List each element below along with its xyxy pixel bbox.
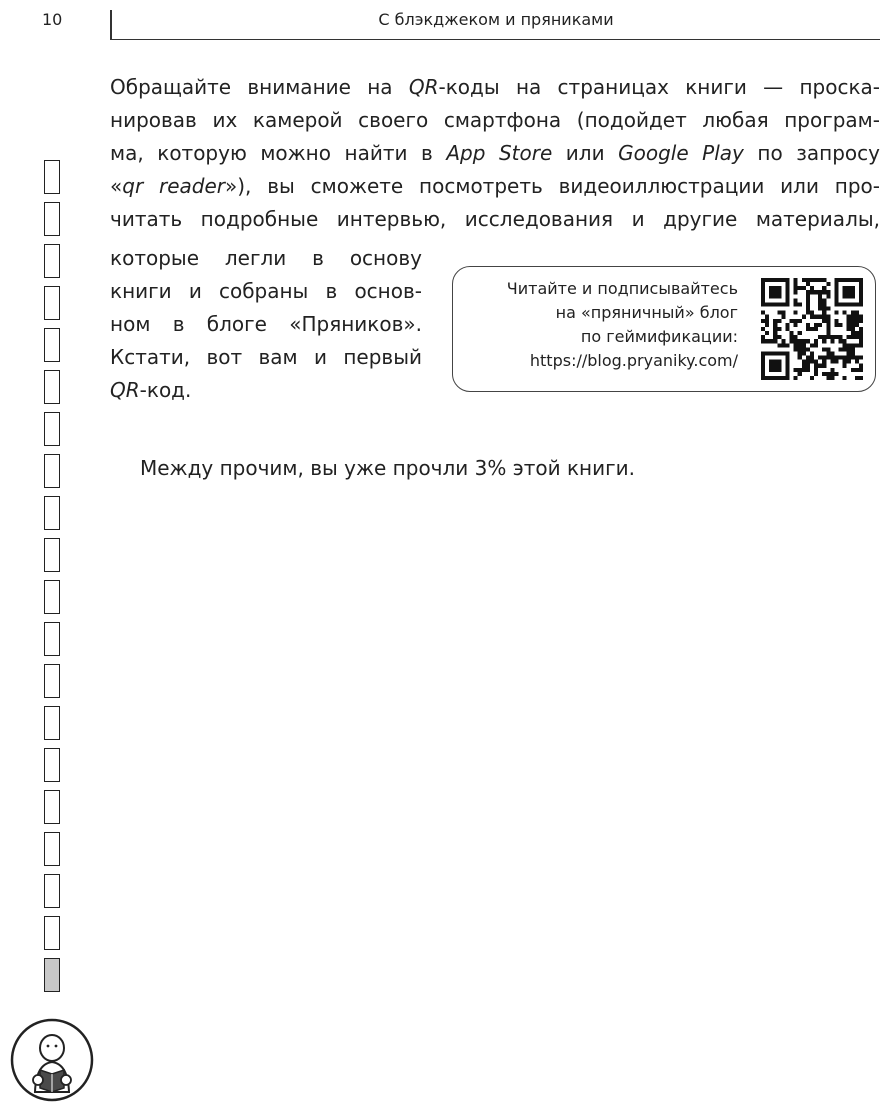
progress-cell <box>44 538 60 572</box>
progress-cell <box>44 790 60 824</box>
progress-cell <box>44 328 60 362</box>
header-line <box>110 39 880 40</box>
qr-caption-line: Читайте и подписывайтесь <box>506 279 738 298</box>
progress-cell <box>44 286 60 320</box>
progress-cell <box>44 370 60 404</box>
progress-cell <box>44 832 60 866</box>
text-line: «qr reader»), вы сможете посмотреть видеоиллюстрации или про- <box>110 174 880 198</box>
footer-sentence: Между прочим, вы уже прочли 3% этой книги. <box>140 456 635 480</box>
progress-cell <box>44 202 60 236</box>
text-line: читать подробные интервью, исследования и другие материалы, <box>110 207 880 231</box>
text-line: книги и собраны в основ- <box>110 279 422 303</box>
progress-cell <box>44 496 60 530</box>
text-line: которые легли в основу <box>110 246 422 270</box>
progress-cell <box>44 244 60 278</box>
intro-paragraph <box>110 71 880 236</box>
progress-cell <box>44 454 60 488</box>
qr-callout-box <box>452 266 876 392</box>
qr-caption <box>453 277 738 373</box>
text-line: ном в блоге «Пряников». <box>110 312 422 336</box>
reading-gingerbread-mascot-icon <box>10 1018 94 1102</box>
qr-code-icon[interactable] <box>761 278 863 380</box>
progress-cell <box>44 706 60 740</box>
progress-cell <box>44 874 60 908</box>
progress-cell <box>44 160 60 194</box>
intro-paragraph-narrow <box>110 242 422 407</box>
text-line: Кстати, вот вам и первый <box>110 345 422 369</box>
text-line: нировав их камерой своего смартфона (подойдет любая програм- <box>110 108 880 132</box>
qr-caption-line: по геймификации: <box>580 327 738 346</box>
progress-cell <box>44 748 60 782</box>
text-line: Обращайте внимание на QR-коды на страницах книги — проска- <box>110 75 880 99</box>
progress-cell <box>44 622 60 656</box>
page-number: 10 <box>42 10 63 29</box>
qr-caption-line: на «пряничный» блог <box>555 303 738 322</box>
progress-cell <box>44 580 60 614</box>
progress-cell <box>44 412 60 446</box>
progress-cell <box>44 916 60 950</box>
text-line: QR-код. <box>110 378 192 402</box>
running-title: С блэкджеком и пряниками <box>378 10 614 29</box>
qr-caption-url[interactable]: https://blog.pryaniky.com/ <box>529 351 738 370</box>
progress-cell <box>44 958 60 992</box>
progress-cell <box>44 664 60 698</box>
text-line: ма, которую можно найти в App Store или Google Play по запросу <box>110 141 880 165</box>
